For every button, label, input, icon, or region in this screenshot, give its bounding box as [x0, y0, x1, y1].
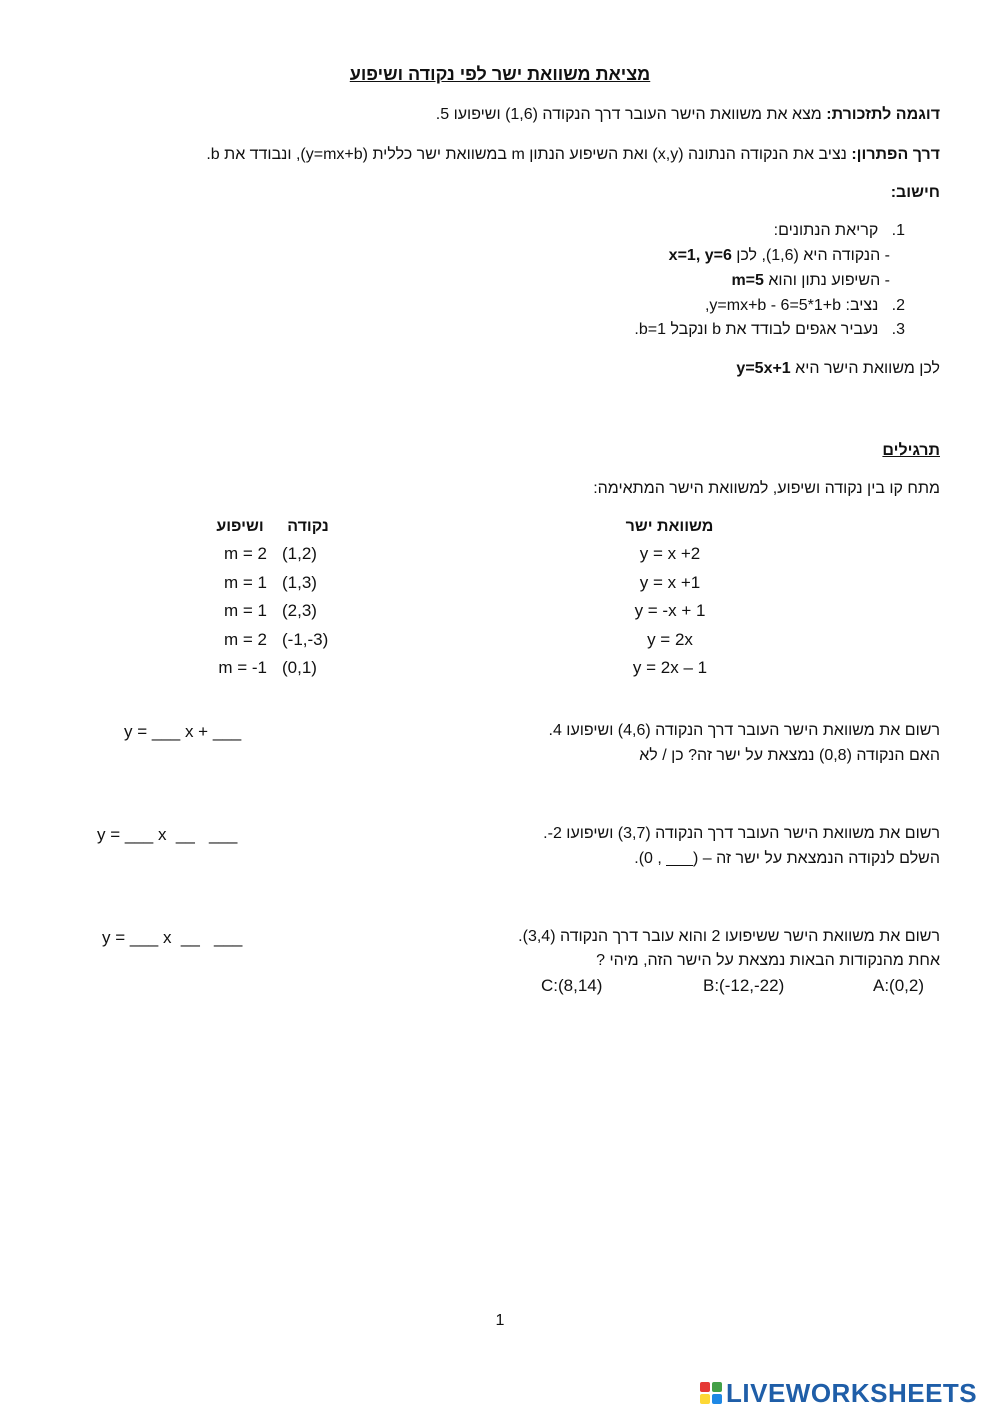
eq-header: משוואת ישר	[625, 518, 714, 535]
slope-header: ושיפוע	[216, 518, 264, 535]
q3-line-1: רשום את משוואת הישר ששיפועו 2 והוא עובר דרך הנקודה (3,4).	[518, 928, 940, 945]
logo-text: LIVEWORKSHEETS	[726, 1377, 978, 1408]
liveworksheets-logo[interactable]	[700, 1377, 995, 1409]
step-1-detail-1	[669, 247, 890, 265]
point-item[interactable]: (2,3)	[282, 601, 317, 620]
conclusion	[736, 360, 940, 378]
point-header: נקודה	[287, 518, 329, 535]
detail-2-text: - השיפוע נתון והוא	[768, 272, 890, 289]
page-number: 1	[495, 1312, 505, 1329]
step-1-text: קריאת הנתונים:	[773, 222, 879, 239]
point-item[interactable]: (1,2)	[282, 544, 317, 563]
detail-2-bold: m=5	[731, 272, 764, 289]
calc-label: חישוב:	[890, 184, 940, 201]
slope-item[interactable]: m = 2	[224, 544, 267, 563]
example-text: מצא את משוואת הישר העובר דרך הנקודה (1,6) ושיפועו 5.	[435, 106, 822, 123]
page-title: מציאת משוואת ישר לפי נקודה ושיפוע	[349, 64, 651, 84]
logo-tiles-icon	[700, 1382, 722, 1404]
slope-item[interactable]: m = 2	[224, 629, 267, 649]
slope-item[interactable]: m = 1	[224, 572, 267, 592]
point-item[interactable]: (-1,-3)	[282, 629, 329, 649]
q3-option-a[interactable]: A:(0,2)	[873, 976, 925, 995]
q3-option-c[interactable]: C:(8,14)	[541, 976, 603, 995]
step-2-text: נציב: y=mx+b - 6=5*1+b,	[704, 297, 879, 314]
equation-item[interactable]: y = 2x – 1	[632, 658, 708, 677]
detail-1-bold: x=1, y=6	[668, 247, 732, 264]
q3-line-2: אחת מהנקודות הבאות נמצאת על הישר הזה, מיהי ?	[596, 952, 940, 969]
step-3-number: 3.	[891, 321, 905, 338]
step-2	[705, 297, 905, 315]
method-line	[206, 146, 940, 164]
conclusion-equation: y=5x+1	[736, 360, 791, 377]
step-2-number: 2.	[891, 297, 905, 314]
detail-1-text: - הנקודה היא (1,6), לכן	[736, 247, 890, 264]
match-instructions: מתח קו בין נקודה ושיפוע, למשוואת הישר המתאימה:	[593, 480, 940, 497]
slopes-column	[190, 542, 267, 685]
slope-item[interactable]: m = -1	[218, 658, 267, 677]
step-3	[634, 321, 905, 339]
example-label: דוגמה לתזכורת:	[826, 106, 940, 123]
q2-line-1: רשום את משוואת הישר העובר דרך הנקודה (3,7) ושיפועו 2-.	[543, 825, 940, 842]
q3-answer[interactable]: y = ___ x __ ___	[102, 928, 243, 947]
equation-item[interactable]: y = -x + 1	[634, 601, 706, 620]
method-text: נציב את הנקודה הנתונה (x,y) ואת השיפוע הנתון m במשוואת ישר כללית (y=mx+b), ונבודד את b.	[206, 146, 847, 163]
q1-line-1: רשום את משוואת הישר העובר דרך הנקודה (4,6) ושיפועו 4.	[548, 722, 940, 739]
step-1	[774, 222, 905, 240]
q2-answer[interactable]: y = ___ x __ ___	[97, 825, 238, 844]
equation-item[interactable]: y = 2x	[647, 629, 693, 649]
exercises-heading: תרגילים	[882, 442, 940, 459]
step-3-text: נעביר אגפים לבודד את b ונקבל b=1.	[634, 321, 879, 338]
point-item[interactable]: (0,1)	[282, 658, 317, 677]
equations-column	[600, 542, 740, 685]
equation-item[interactable]: y = x +1	[639, 572, 701, 592]
step-1-detail-2	[731, 272, 890, 290]
point-item[interactable]: (1,3)	[282, 572, 317, 592]
method-label: דרך הפתרון:	[851, 146, 940, 163]
slope-item[interactable]: m = 1	[224, 601, 267, 620]
example-line	[436, 106, 940, 124]
conclusion-text: לכן משוואת הישר היא	[795, 360, 940, 377]
points-column	[282, 542, 342, 685]
q3-option-b[interactable]: B:(-12,-22)	[703, 976, 785, 995]
q1-line-2: האם הנקודה (0,8) נמצאת על ישר זה? כן / לא	[639, 747, 940, 764]
step-1-number: 1.	[891, 222, 905, 239]
q1-answer[interactable]: y = ___ x + ___	[124, 722, 242, 741]
equation-item[interactable]: y = x +2	[639, 544, 701, 563]
q2-line-2: השלם לנקודה הנמצאת על ישר זה – (___ , 0).	[634, 850, 940, 867]
